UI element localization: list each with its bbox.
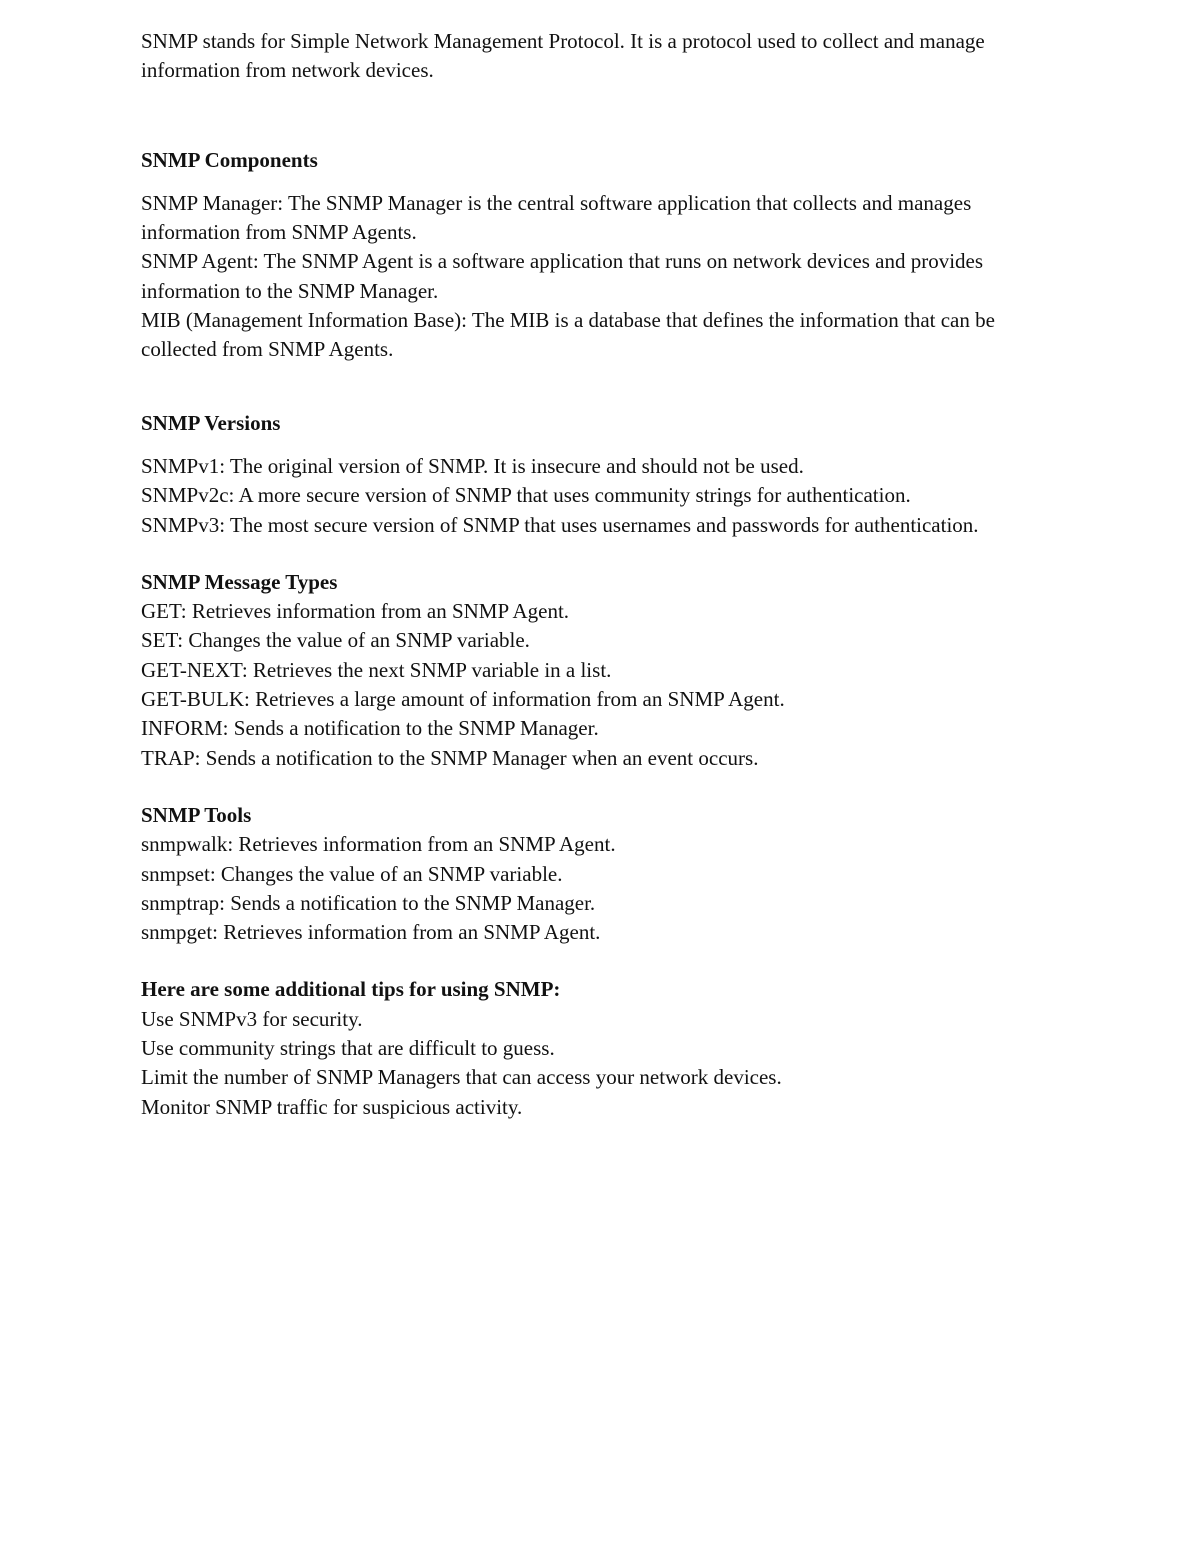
tool-item-snmpwalk: snmpwalk: Retrieves information from an SNMP Agent. — [141, 832, 616, 857]
versions-heading: SNMP Versions — [141, 410, 281, 435]
versions-section — [141, 409, 1061, 540]
component-item-agent: SNMP Agent: The SNMP Agent is a software application that runs on network devices and provides information to the SNMP Manager. — [141, 249, 984, 303]
tips-heading: Here are some additional tips for using SNMP: — [141, 977, 561, 1002]
version-item-v2c: SNMPv2c: A more secure version of SNMP that uses community strings for authentication. — [141, 483, 911, 508]
version-item-v3: SNMPv3: The most secure version of SNMP that uses usernames and passwords for authentication. — [141, 512, 979, 537]
intro-paragraph: SNMP stands for Simple Network Management Protocol. It is a protocol used to collect and manage information from network devices. — [141, 29, 985, 83]
components-heading: SNMP Components — [141, 147, 318, 172]
version-item-v1: SNMPv1: The original version of SNMP. It is insecure and should not be used. — [141, 453, 804, 478]
document-page — [141, 27, 1061, 1122]
message-type-get-next: GET-NEXT: Retrieves the next SNMP variable in a list. — [141, 657, 612, 682]
tool-item-snmpset: snmpset: Changes the value of an SNMP variable. — [141, 861, 563, 886]
tools-heading: SNMP Tools — [141, 802, 252, 827]
message-type-inform: INFORM: Sends a notification to the SNMP Manager. — [141, 716, 599, 741]
tool-item-snmptrap: snmptrap: Sends a notification to the SNMP Manager. — [141, 890, 596, 915]
message-type-set: SET: Changes the value of an SNMP variable. — [141, 628, 530, 653]
tips-section — [141, 975, 1061, 1121]
message-type-trap: TRAP: Sends a notification to the SNMP Manager when an event occurs. — [141, 745, 759, 770]
components-section — [141, 146, 1061, 365]
tip-item-monitor-traffic: Monitor SNMP traffic for suspicious activity. — [141, 1094, 523, 1119]
tip-item-limit-managers: Limit the number of SNMP Managers that can access your network devices. — [141, 1065, 782, 1090]
message-type-get-bulk: GET-BULK: Retrieves a large amount of information from an SNMP Agent. — [141, 687, 785, 712]
message-type-get: GET: Retrieves information from an SNMP Agent. — [141, 599, 570, 624]
message-types-heading: SNMP Message Types — [141, 569, 338, 594]
tool-item-snmpget: snmpget: Retrieves information from an SNMP Agent. — [141, 920, 601, 945]
tools-section — [141, 801, 1061, 947]
tip-item-community-strings: Use community strings that are difficult to guess. — [141, 1036, 555, 1061]
tip-item-snmpv3: Use SNMPv3 for security. — [141, 1006, 363, 1031]
message-types-section — [141, 568, 1061, 773]
component-item-mib: MIB (Management Information Base): The MIB is a database that defines the information that can be collected from SNMP Agents. — [141, 308, 995, 362]
component-item-manager: SNMP Manager: The SNMP Manager is the central software application that collects and manages information from SNMP Agents. — [141, 190, 972, 245]
